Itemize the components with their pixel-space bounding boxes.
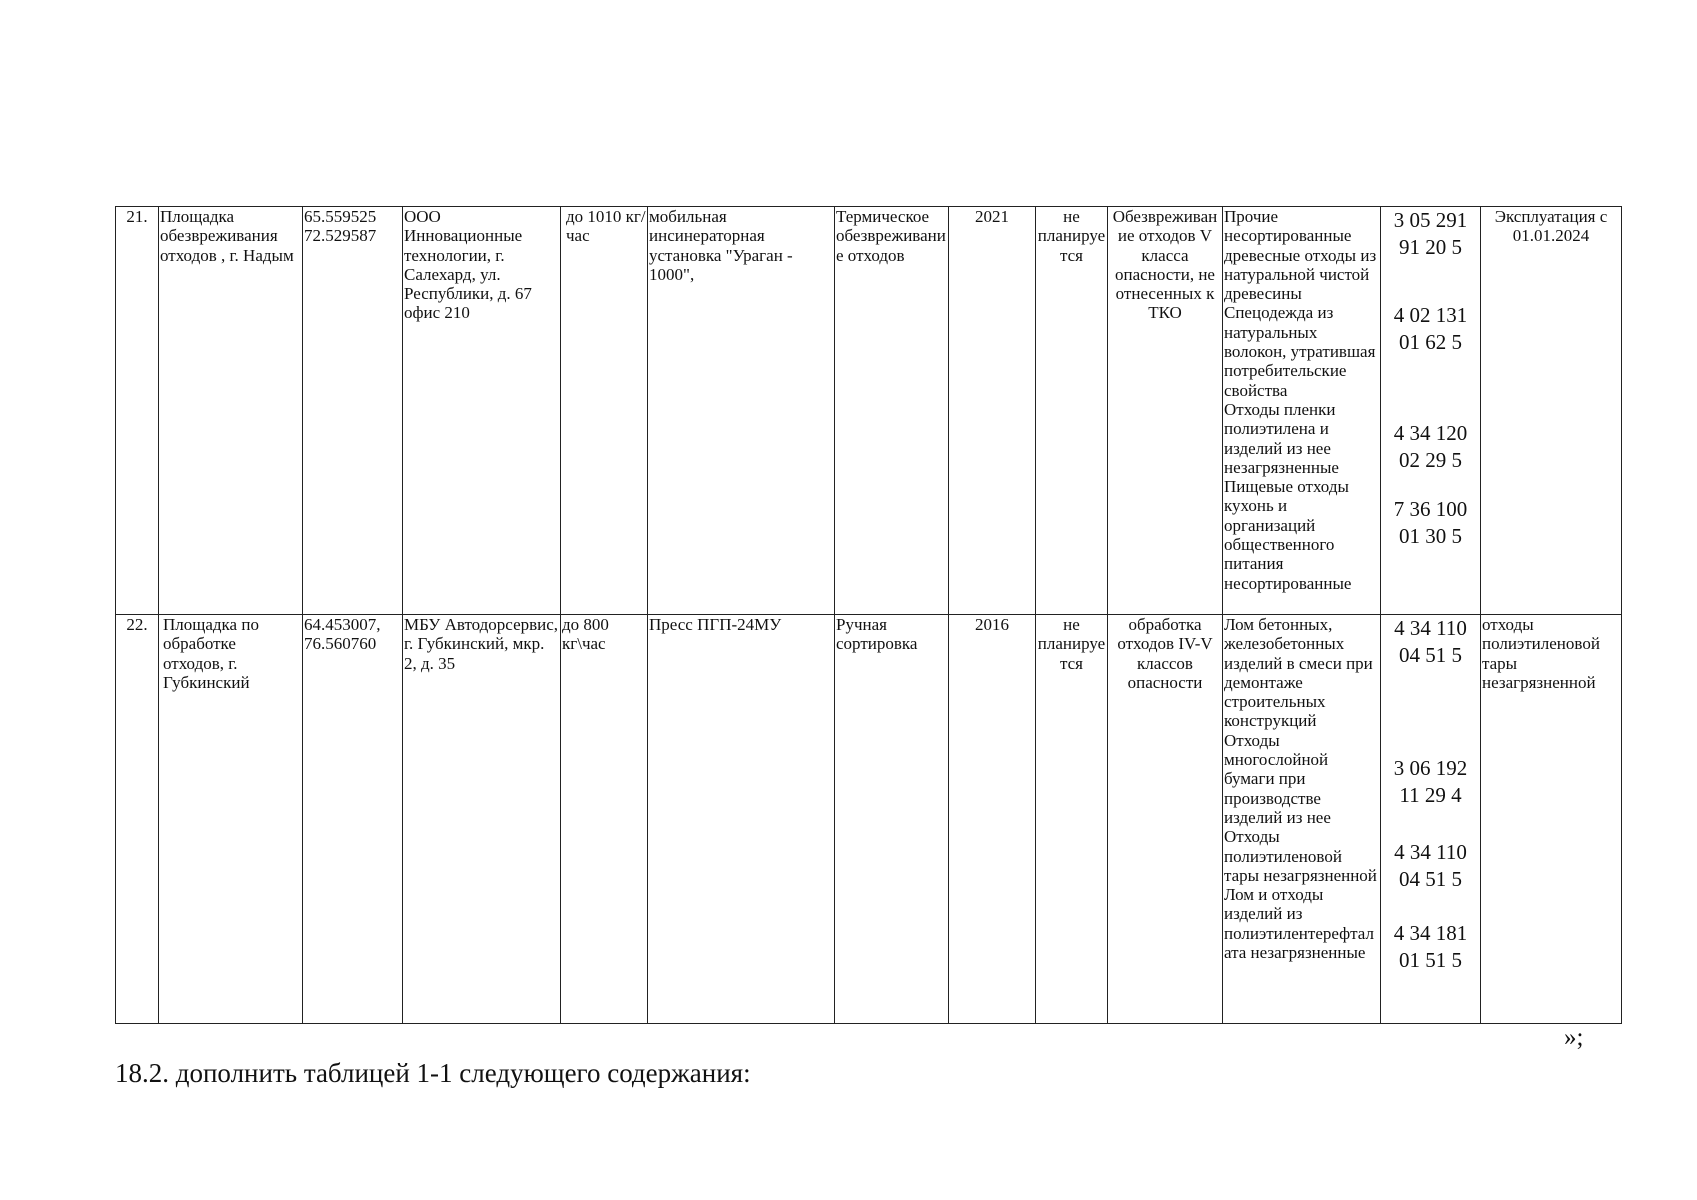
waste-name: Пищевые отходы кухонь и организаций общественного питания несортированные — [1224, 477, 1352, 593]
capacity: до 800 кг\час — [561, 615, 648, 1024]
planned-status: не планируется — [1036, 615, 1108, 1024]
commission-year: 2016 — [949, 615, 1036, 1024]
table-row — [116, 207, 1622, 615]
activity-type: обработка отходов IV-V классов опасности — [1108, 615, 1223, 1024]
object-name: Площадка обезвреживания отходов , г. Надым — [159, 207, 303, 615]
planned-status: не планируется — [1036, 207, 1108, 615]
waste-code: 4 34 181 01 51 5 — [1393, 921, 1468, 972]
waste-code: 4 34 110 04 51 5 — [1394, 616, 1467, 667]
operator: ООО Инновационные технологии, г. Салехард, ул. Республики, д. 67 офис 210 — [403, 207, 561, 615]
waste-name: Отходы многослойной бумаги при производстве изделий из нее — [1224, 730, 1331, 827]
processing-method: Ручная сортировка — [835, 615, 949, 1024]
waste-name: Отходы пленки полиэтилена и изделий из нее незагрязненные — [1224, 399, 1339, 477]
row-number: 22. — [116, 615, 159, 1024]
equipment: Пресс ПГП-24МУ — [648, 615, 835, 1024]
equipment: мобильная инсинераторная установка "Ураган - 1000", — [648, 207, 835, 615]
waste-types — [1223, 615, 1381, 1024]
waste-facilities-table — [115, 206, 1622, 1024]
coordinates — [303, 615, 403, 1024]
processing-method: Термическое обезвреживание отходов — [835, 207, 949, 615]
waste-codes — [1381, 207, 1481, 615]
capacity: до 1010 кг/час — [561, 207, 648, 615]
waste-name: Прочие несортированные древесные отходы из натуральной чистой древесины — [1224, 207, 1377, 304]
waste-code: 4 34 110 04 51 5 — [1394, 840, 1467, 891]
waste-code: 4 34 120 02 29 5 — [1393, 421, 1468, 472]
waste-code: 4 02 131 01 62 5 — [1393, 303, 1468, 354]
waste-name: Спецодежда из натуральных волокон, утратившая потребительские свойства — [1224, 303, 1376, 400]
waste-code: 3 06 192 11 29 4 — [1393, 756, 1468, 807]
waste-code: 7 36 100 01 30 5 — [1393, 497, 1468, 548]
waste-code: 3 05 291 91 20 5 — [1393, 208, 1468, 259]
waste-name: Лом бетонных, железобетонных изделий в смеси при демонтаже строительных конструкций — [1224, 615, 1373, 731]
closing-quote: »; — [1564, 1024, 1584, 1051]
coordinates — [303, 207, 403, 615]
latitude: 64.453007, — [304, 615, 381, 634]
note: Эксплуатация с 01.01.2024 — [1481, 207, 1622, 615]
waste-name: Отходы полиэтиленовой тары незагрязненной — [1224, 827, 1377, 885]
longitude: 76.560760 — [304, 634, 377, 654]
amendment-paragraph: 18.2. дополнить таблицей 1-1 следующего содержания: — [115, 1058, 751, 1088]
operator: МБУ Автодорсервис, г. Губкинский, мкр. 2, д. 35 — [403, 615, 561, 1024]
activity-type: Обезвреживание отходов V класса опасности, не отнесенных к ТКО — [1108, 207, 1223, 615]
waste-name: Лом и отходы изделий из полиэтилентерефталата незагрязненные — [1224, 885, 1374, 963]
longitude: 72.529587 — [304, 226, 377, 246]
object-name: Площадка по обработке отходов, г. Губкинский — [159, 615, 303, 1024]
commission-year: 2021 — [949, 207, 1036, 615]
waste-codes — [1381, 615, 1481, 1024]
latitude: 65.559525 — [304, 207, 377, 226]
note: отходы полиэтиленовой тары незагрязненной — [1481, 615, 1622, 1024]
table-row — [116, 615, 1622, 1024]
waste-types — [1223, 207, 1381, 615]
row-number: 21. — [116, 207, 159, 615]
